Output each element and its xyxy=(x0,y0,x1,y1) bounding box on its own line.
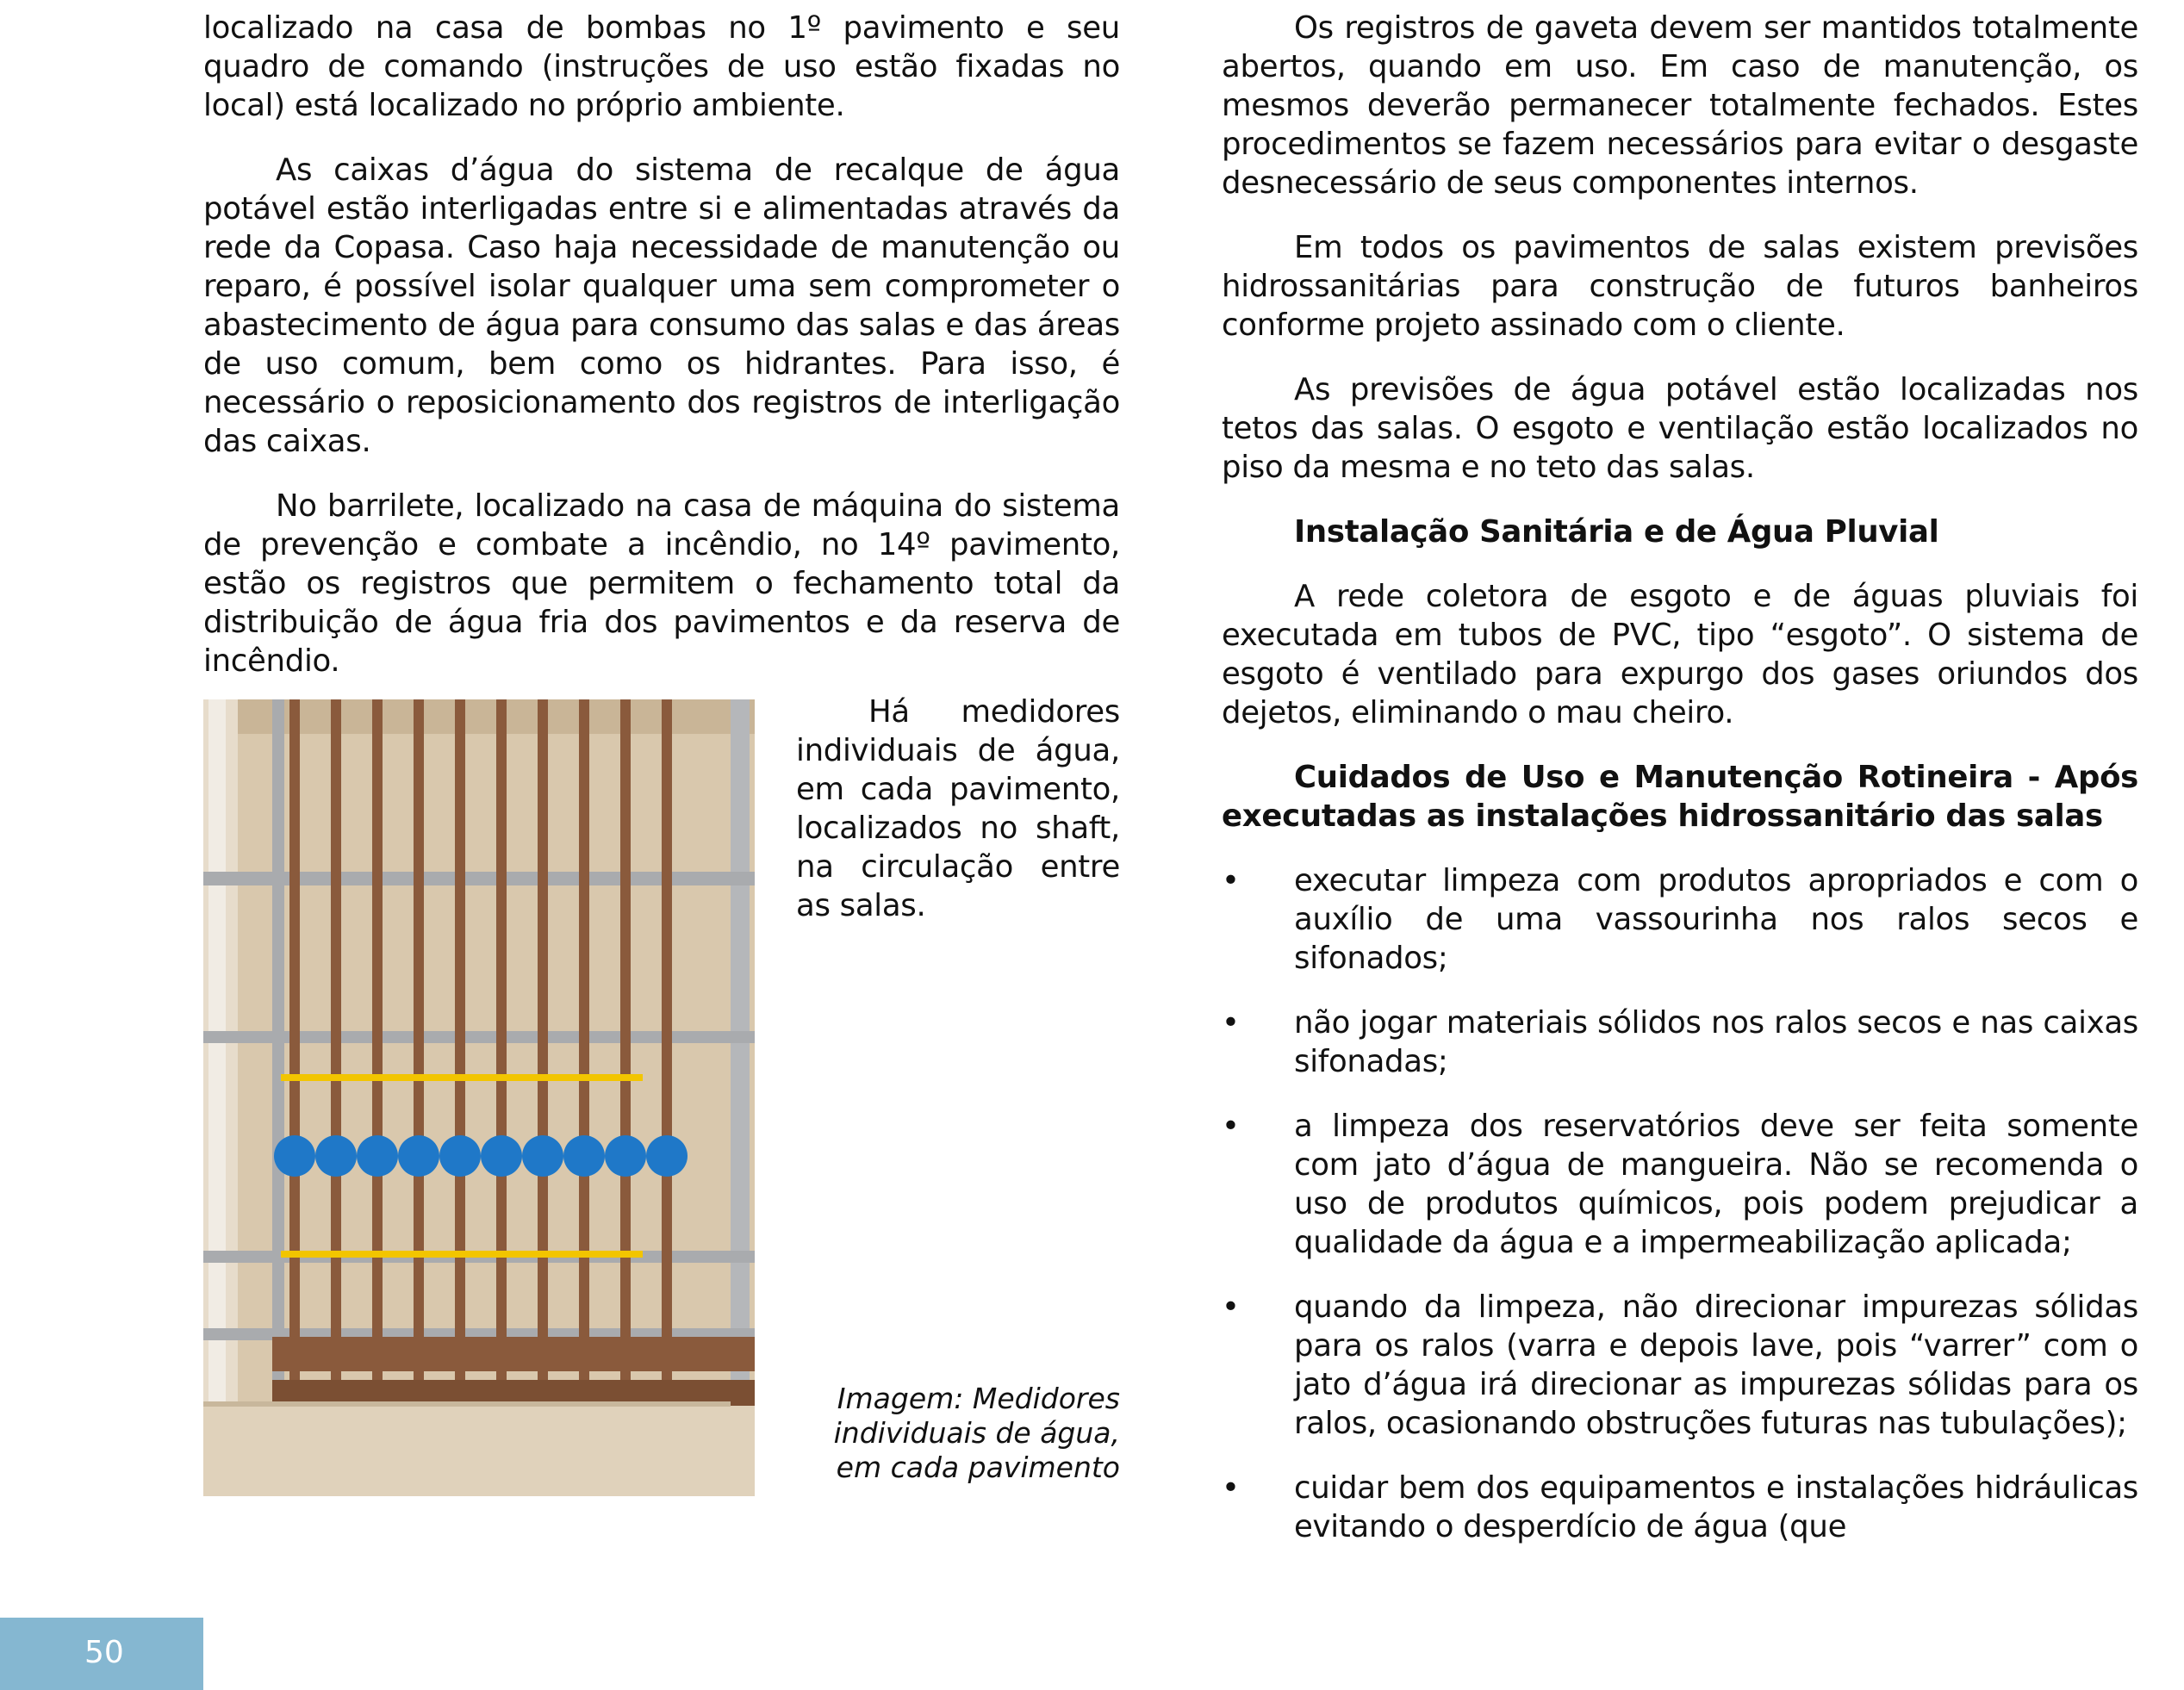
list-item-text: não jogar materiais sólidos nos ralos secos e nas caixas sifonadas; xyxy=(1294,1005,2138,1079)
list-item xyxy=(1222,1469,2138,1546)
section-heading: Cuidados de Uso e Manutenção Rotineira - Após executadas as instalações hidrossanitário das salas xyxy=(1222,760,2138,834)
bullet-icon: • xyxy=(1222,863,1240,898)
bullet-icon: • xyxy=(1222,1005,1240,1041)
paragraph: A rede coletora de esgoto e de águas pluviais foi executada em tubos de PVC, tipo “esgoto”. O sistema de esgoto é ventilado para expurgo dos gases oriundos dos dejetos, eliminando o mau cheiro. xyxy=(1222,579,2138,730)
paragraph: localizado na casa de bombas no 1º pavimento e seu quadro de comando (instruções de uso estão fixadas no local) está localizado no próprio ambiente. xyxy=(203,10,1120,123)
paragraph: Em todos os pavimentos de salas existem previsões hidrossanitárias para construção de futuros banheiros conforme projeto assinado com o cliente. xyxy=(1222,230,2138,343)
list-item-text: executar limpeza com produtos apropriados e com o auxílio de uma vassourinha nos ralos secos e sifonados; xyxy=(1294,863,2138,976)
left-column xyxy=(203,9,1120,1498)
list-item xyxy=(1222,1288,2138,1443)
paragraph: No barrilete, localizado na casa de máquina do sistema de prevenção e combate a incêndio, no 14º pavimento, estão os registros que permitem o fechamento total da distribuição de água fria dos pavimentos e da reserva de incêndio. xyxy=(203,488,1120,679)
list-item xyxy=(1222,1003,2138,1081)
figure-block xyxy=(203,693,1120,1498)
bullet-icon: • xyxy=(1222,1109,1240,1144)
paragraph: Há medidores individuais de água, em cada pavimento, localizados no shaft, na circulação entre as salas. xyxy=(796,694,1120,923)
bullet-icon: • xyxy=(1222,1289,1240,1325)
page-number-badge xyxy=(0,1618,203,1690)
paragraph: Os registros de gaveta devem ser mantidos totalmente abertos, quando em uso. Em caso de manutenção, os mesmos deverão permanecer totalmente fechados. Estes procedimentos se fazem necessários para evitar o desgaste desnecessário de seus componentes internos. xyxy=(1222,10,2138,201)
list-item-text: cuidar bem dos equipamentos e instalações hidráulicas evitando o desperdício de água (que xyxy=(1294,1470,2138,1544)
bullet-icon: • xyxy=(1222,1470,1240,1506)
page-number: 50 xyxy=(84,1635,124,1670)
side-text-block xyxy=(796,693,1120,925)
paragraph: As caixas d’água do sistema de recalque de água potável estão interligadas entre si e alimentadas através da rede da Copasa. Caso haja necessidade de manutenção ou reparo, é possível isolar qualquer uma sem comprometer o abastecimento de água para consumo das salas e das áreas de uso comum, bem como os hidrantes. Para isso, é necessário o reposicionamento dos registros de interligação das caixas. xyxy=(203,152,1120,459)
right-column xyxy=(1222,9,2138,1572)
water-meters-photo xyxy=(203,699,755,1496)
list-item xyxy=(1222,1107,2138,1262)
paragraph: As previsões de água potável estão localizadas nos tetos das salas. O esgoto e ventilação estão localizados no piso da mesma e no teto das salas. xyxy=(1222,372,2138,485)
image-caption: Imagem: Medidores individuais de água, em cada pavimento xyxy=(833,1382,1120,1484)
list-item-text: a limpeza dos reservatórios deve ser feita somente com jato d’água de mangueira. Não se recomenda o uso de produtos químicos, pois podem prejudicar a qualidade da água e a impermeabilização aplicada; xyxy=(1294,1109,2138,1260)
list-item xyxy=(1222,861,2138,978)
list-item-text: quando da limpeza, não direcionar impurezas sólidas para os ralos (varra e depois lave, pois “varrer” com o jato d’água irá direcionar as impurezas sólidas para os ralos, ocasionando obstruções futuras nas tubulações); xyxy=(1294,1289,2138,1441)
section-heading: Instalação Sanitária e de Água Pluvial xyxy=(1294,514,1939,550)
